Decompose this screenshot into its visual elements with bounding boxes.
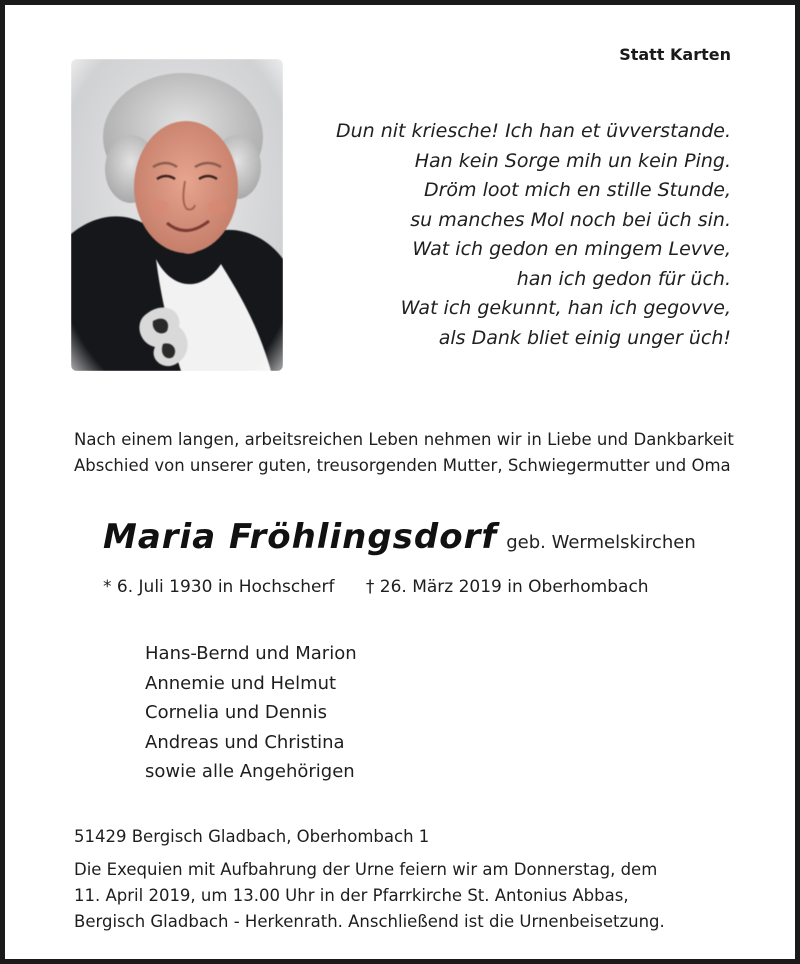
- mourner-line: Cornelia und Dennis: [145, 702, 327, 723]
- poem-line: han ich gedon für üch.: [516, 267, 731, 290]
- mourner-line: Annemie und Helmut: [145, 672, 337, 694]
- poem-line: Dröm loot mich en stille Stunde,: [423, 179, 731, 201]
- service-line: Die Exequien mit Aufbahrung der Urne feiern wir am Donnerstag, dem: [74, 860, 658, 879]
- poem-line: Dun nit kriesche! Ich han et üvverstande.: [335, 120, 731, 142]
- life-dates: [103, 577, 649, 597]
- deceased-name-row: [103, 517, 696, 557]
- birth-date: * 6. Juli 1930 in Hochscherf: [103, 577, 335, 597]
- service-line: 11. April 2019, um 13.00 Uhr in der Pfarrkirche St. Antonius Abbas,: [74, 886, 629, 905]
- poem-line: su manches Mol noch bei üch sin.: [410, 208, 731, 231]
- mourner-line: Hans-Bernd und Marion: [145, 643, 357, 664]
- poem-verse: [301, 117, 731, 353]
- death-date: † 26. März 2019 in Oberhombach: [365, 577, 649, 597]
- poem-line: Wat ich gedon en mingem Levve,: [412, 238, 731, 260]
- intro-line: Nach einem langen, arbeitsreichen Leben nehmen wir in Liebe und Dankbarkeit: [74, 430, 734, 449]
- mourner-line: Andreas und Christina: [145, 731, 345, 753]
- intro-paragraph: [74, 427, 764, 479]
- mourner-line: sowie alle Angehörigen: [145, 761, 355, 782]
- deceased-name: Maria Fröhlingsdorf: [103, 517, 498, 557]
- service-line: Bergisch Gladbach - Herkenrath. Anschließend ist die Urnenbeisetzung.: [74, 912, 665, 931]
- birth-name: geb. Wermelskirchen: [506, 532, 696, 553]
- service-details: [74, 857, 764, 935]
- address: 51429 Bergisch Gladbach, Oberhombach 1: [74, 827, 430, 846]
- intro-line: Abschied von unserer guten, treusorgenden Mutter, Schwiegermutter und Oma: [74, 456, 731, 475]
- poem-line: Wat ich gekunnt, han ich gegovve,: [400, 297, 731, 319]
- mourners-list: [145, 639, 357, 787]
- header-label: Statt Karten: [619, 45, 731, 64]
- poem-line: als Dank bliet einig unger üch!: [438, 326, 731, 349]
- portrait-photo: [71, 59, 283, 371]
- poem-line: Han kein Sorge mih un kein Ping.: [414, 149, 731, 172]
